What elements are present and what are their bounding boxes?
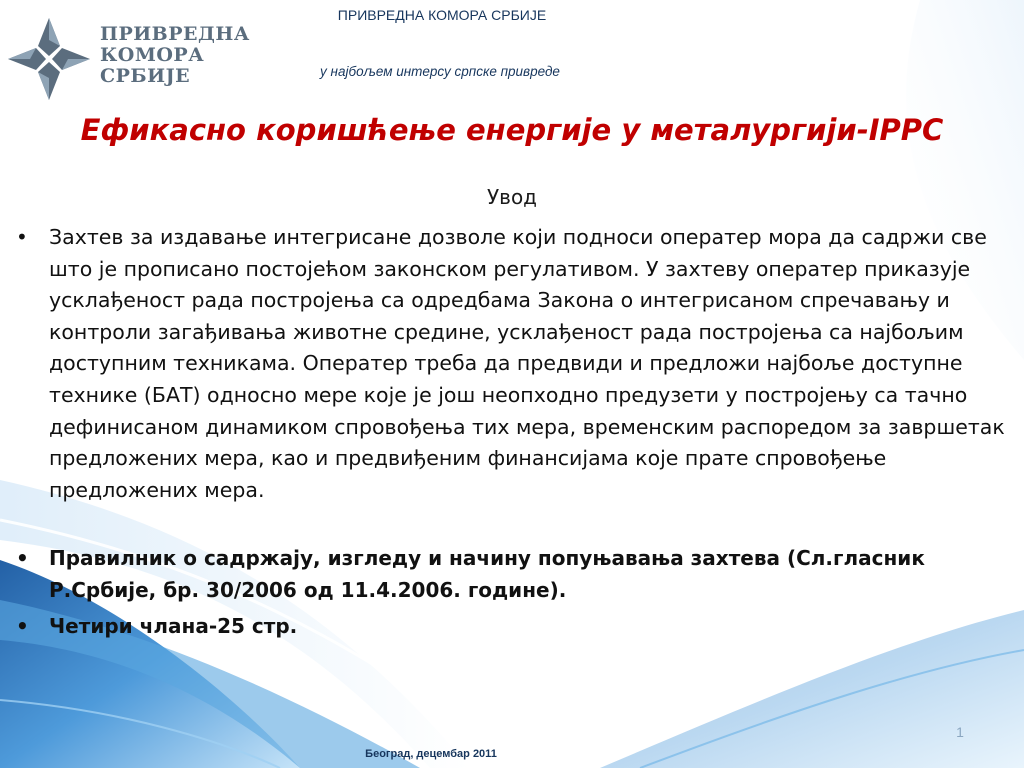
header-org-name: ПРИВРЕДНА КОМОРА СРБИЈЕ [337,7,547,23]
bullet-item [16,222,1020,506]
logo-line: ПРИВРЕДНА [100,23,250,45]
slide-title: Ефикасно коришћење енергије у металургији-IPPC [80,113,944,147]
chamber-logo [6,16,250,104]
bullet-item [16,611,1020,643]
slide-subtitle: Увод [486,185,538,209]
header-motto: у најбољем интерсу српске привреде [320,64,560,79]
bullet-text: Захтев за издавање интегрисане дозволе који подноси оператер мора да садржи све што је прописано постојећом законском регулативом. У захтеву оператер приказује усклађеност рада постројења са одредбама Закона о интегрисаном спречавању и контроли загађивања животне средине, усклађеност рада постројења са најбољим доступним техникама. Оператер треба да предвиди и предложи најбоље доступне технике (БАТ) односно мере које је још неопходно предузети у постројењу са тачно дефинисаном динамиком спровођења тих мера, временским распоредом за завршетак предложених мера, као и предвиђеним финансијама које прате спровођење предложених мера. [49,225,1005,502]
bullet-marker: • [16,546,29,571]
bullet-marker: • [16,614,29,639]
bullet-text: Четири члана-25 стр. [49,614,298,639]
bullet-item [16,543,1020,606]
footer-location-date: Београд, децембар 2011 [365,748,497,760]
page-number: 1 [956,724,964,740]
logo-mark-icon [6,16,92,102]
bullet-list [16,222,1020,643]
logo-line: КОМОРА [100,44,205,66]
bullet-text: Правилник о садржају, изгледу и начину попуњавања захтева (Сл.гласник Р.Србије, бр. 30/2006 од 11.4.2006. године). [49,546,925,602]
bullet-marker: • [16,225,28,249]
logo-line: СРБИЈЕ [100,65,191,87]
